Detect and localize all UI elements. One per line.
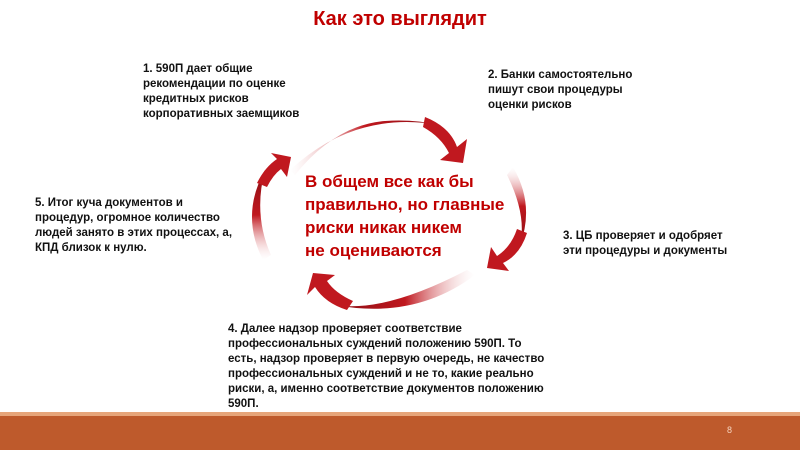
center-statement: В общем все как бы правильно, но главные риски никак никем не оцениваются xyxy=(305,172,505,260)
arrow-bottom xyxy=(307,270,475,310)
step-4-text: 4. Далее надзор проверяет соответствие профессиональных суждений положению 590П. То есть, надзор проверяет в первую очередь, не качество профессиональных суждений и не то, какие реально риски, а, именно соответствие документов положению 590П. xyxy=(228,323,545,410)
arrow-top xyxy=(290,117,467,175)
arrow-left xyxy=(252,153,291,260)
slide-title: Как это выглядит xyxy=(313,8,487,30)
footer-bar xyxy=(0,416,800,450)
step-5-text: 5. Итог куча документов и процедур, огромное количество людей занято в этих процессах, а, КПД близок к нулю. xyxy=(35,197,233,254)
step-2-text: 2. Банки самостоятельно пишут свои процедуры оценки рисков xyxy=(488,69,633,111)
step-3-text: 3. ЦБ проверяет и одобряет эти процедуры и документы xyxy=(563,230,728,257)
step-1-text: 1. 590П дает общие рекомендации по оценке кредитных рисков корпоративных заемщиков xyxy=(143,63,300,120)
page-number: 8 xyxy=(726,425,732,435)
